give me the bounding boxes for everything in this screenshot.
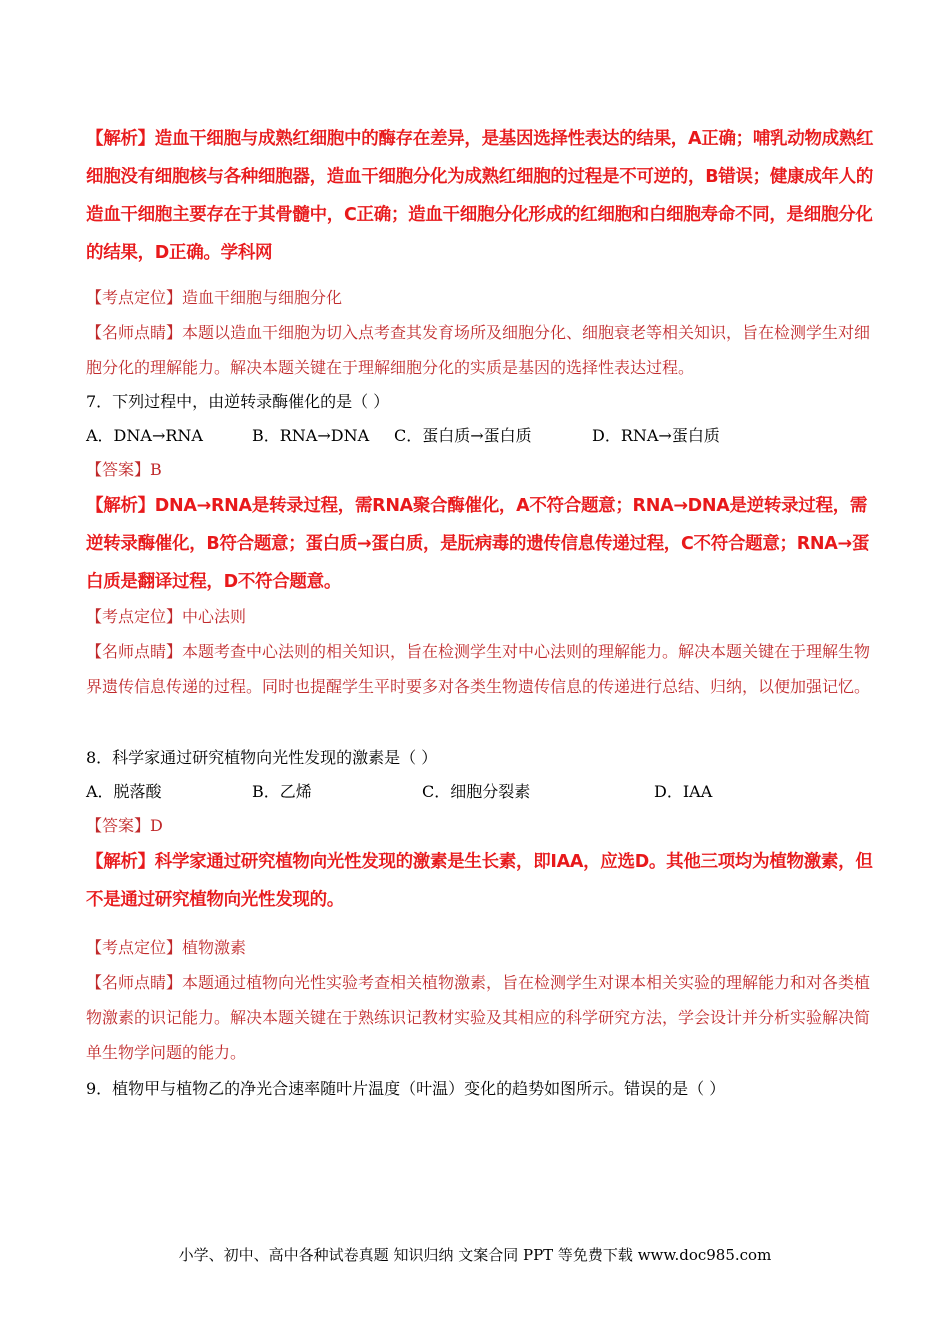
- q7-option-d: D．RNA→蛋白质: [592, 426, 720, 445]
- q7-answer: 【答案】B: [86, 460, 162, 479]
- q8-point: 【考点定位】植物激素: [86, 938, 247, 957]
- q7-options: [86, 421, 876, 451]
- q8-answer: 【答案】D: [86, 816, 163, 835]
- q8-option-b: B．乙烯: [252, 782, 312, 801]
- q7-point: 【考点定位】中心法则: [86, 607, 247, 626]
- q8-options: [86, 777, 876, 807]
- q7-stem: 7．下列过程中，由逆转录酶催化的是（ ）: [86, 392, 390, 411]
- q6-point: 【考点定位】造血干细胞与细胞分化: [86, 288, 343, 307]
- q7-option-a: A．DNA→RNA: [86, 426, 203, 445]
- q7-option-b: B．RNA→DNA: [252, 426, 370, 445]
- q7-comment: 【名师点睛】本题考查中心法则的相关知识，旨在检测学生对中心法则的理解能力。解决本题关键在于理解生物界遗传信息传递的过程。同时也提醒学生平时要多对各类生物遗传信息的传递进行总结、归纳，以便加强记忆。: [86, 642, 871, 696]
- q6-analysis: 【解析】造血干细胞与成熟红细胞中的酶存在差异，是基因选择性表达的结果，A正确；哺乳动物成熟红细胞没有细胞核与各种细胞器，造血干细胞分化为成熟红细胞的过程是不可逆的，B错误；健康成年人的造血干细胞主要存在于其骨髓中，C正确；造血干细胞分化形成的红细胞和白细胞寿命不同，是细胞分化的结果，D正确。学科网: [86, 129, 874, 263]
- q8-comment: 【名师点睛】本题通过植物向光性实验考查相关植物激素，旨在检测学生对课本相关实验的理解能力和对各类植物激素的识记能力。解决本题关键在于熟练识记教材实验及其相应的科学研究方法，学会设计并分析实验解决简单生物学问题的能力。: [86, 973, 871, 1062]
- page-footer: 小学、初中、高中各种试卷真题 知识归纳 文案合同 PPT 等免费下载 www.doc985.com: [178, 1246, 772, 1264]
- q7-analysis: 【解析】DNA→RNA是转录过程，需RNA聚合酶催化，A不符合题意；RNA→DNA是逆转录过程，需逆转录酶催化，B符合题意；蛋白质→蛋白质，是朊病毒的遗传信息传递过程，C不符合题意；RNA→蛋白质是翻译过程，D不符合题意。: [86, 496, 870, 592]
- q8-option-a: A．脱落酸: [86, 782, 162, 801]
- q8-stem: 8．科学家通过研究植物向光性发现的激素是（ ）: [86, 748, 438, 767]
- q8-analysis: 【解析】科学家通过研究植物向光性发现的激素是生长素，即IAA，应选D。其他三项均为植物激素，但不是通过研究植物向光性发现的。: [86, 852, 873, 910]
- q6-comment: 【名师点睛】本题以造血干细胞为切入点考查其发育场所及细胞分化、细胞衰老等相关知识，旨在检测学生对细胞分化的理解能力。解决本题关键在于理解细胞分化的实质是基因的选择性表达过程。: [86, 323, 871, 377]
- q8-option-c: C．细胞分裂素: [422, 782, 531, 801]
- q9-stem: 9．植物甲与植物乙的净光合速率随叶片温度（叶温）变化的趋势如图所示。错误的是（ ）: [86, 1079, 726, 1098]
- q7-option-c: C．蛋白质→蛋白质: [394, 426, 532, 445]
- q8-option-d: D．IAA: [654, 782, 713, 801]
